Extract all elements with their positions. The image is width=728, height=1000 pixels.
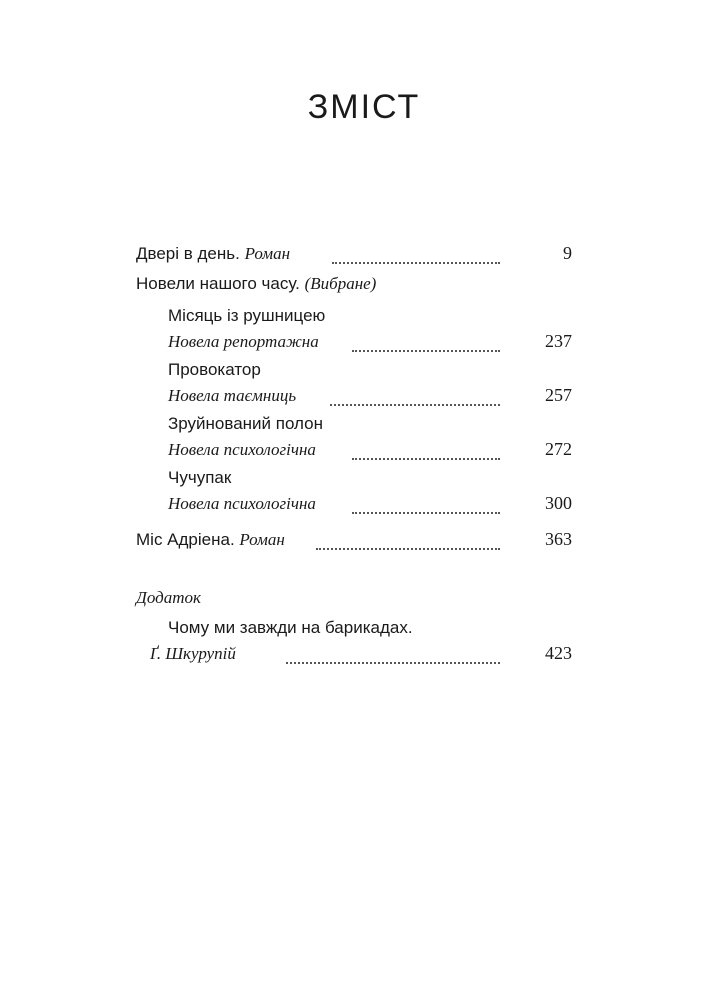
page-number: 257 [545, 385, 572, 405]
entry-subtitle: Новела репортажна [168, 332, 319, 351]
entry-subtitle: Новела психологічна [168, 494, 316, 513]
entry-title: Провокатор [168, 360, 261, 379]
toc-entry-miss[interactable] [0, 528, 728, 554]
page-number: 363 [545, 529, 572, 549]
dot-leader [332, 260, 500, 264]
entry-title: Зруйнований полон [168, 414, 324, 433]
page-number: 9 [563, 243, 572, 263]
section-label: Додаток [136, 588, 201, 607]
entry-subtitle: Новела таємниць [168, 386, 297, 405]
page-title: ЗМІСТ [307, 88, 421, 126]
toc-entry-chuchupak-title[interactable] [0, 466, 728, 492]
toc-entry-zruinovanyi-sub[interactable] [0, 438, 728, 464]
dot-leader [330, 402, 500, 406]
entry-title: Двері в день. [136, 244, 240, 263]
entry-title: Чучупак [168, 468, 232, 487]
section-title: Новели нашого часу. [136, 274, 300, 293]
entry-author: Ґ. Шкурупій [150, 644, 236, 663]
toc-entry-zruinovanyi-title[interactable] [0, 412, 728, 438]
dot-leader [352, 456, 500, 460]
toc-section-dodatok [0, 586, 728, 612]
dot-leader [352, 510, 500, 514]
section-subtitle: (Вибране) [304, 274, 377, 293]
toc-entry-dveri[interactable] [0, 242, 728, 268]
toc-entry-chomu-sub[interactable] [0, 642, 728, 668]
dot-leader [286, 660, 500, 664]
toc-entry-provokator-sub[interactable] [0, 384, 728, 410]
entry-title: Міс Адріена. [136, 530, 235, 549]
page-number: 300 [545, 493, 572, 513]
toc-entry-misiats-sub[interactable] [0, 330, 728, 356]
toc-entry-provokator-title[interactable] [0, 358, 728, 384]
page-number: 237 [545, 331, 572, 351]
dot-leader [316, 546, 500, 550]
toc-entry-chomu-title[interactable] [0, 616, 728, 642]
entry-subtitle: Роман [244, 244, 290, 263]
toc-entry-misiats-title[interactable] [0, 304, 728, 330]
page-number: 272 [545, 439, 572, 459]
entry-subtitle: Новела психологічна [168, 440, 316, 459]
entry-title: Чому ми завжди на барикадах. [168, 618, 413, 637]
page-number: 423 [545, 643, 572, 663]
toc-section-novely [0, 272, 728, 298]
entry-subtitle: Роман [239, 530, 285, 549]
dot-leader [352, 348, 500, 352]
toc-entry-chuchupak-sub[interactable] [0, 492, 728, 518]
entry-title: Місяць із рушницею [168, 306, 326, 325]
